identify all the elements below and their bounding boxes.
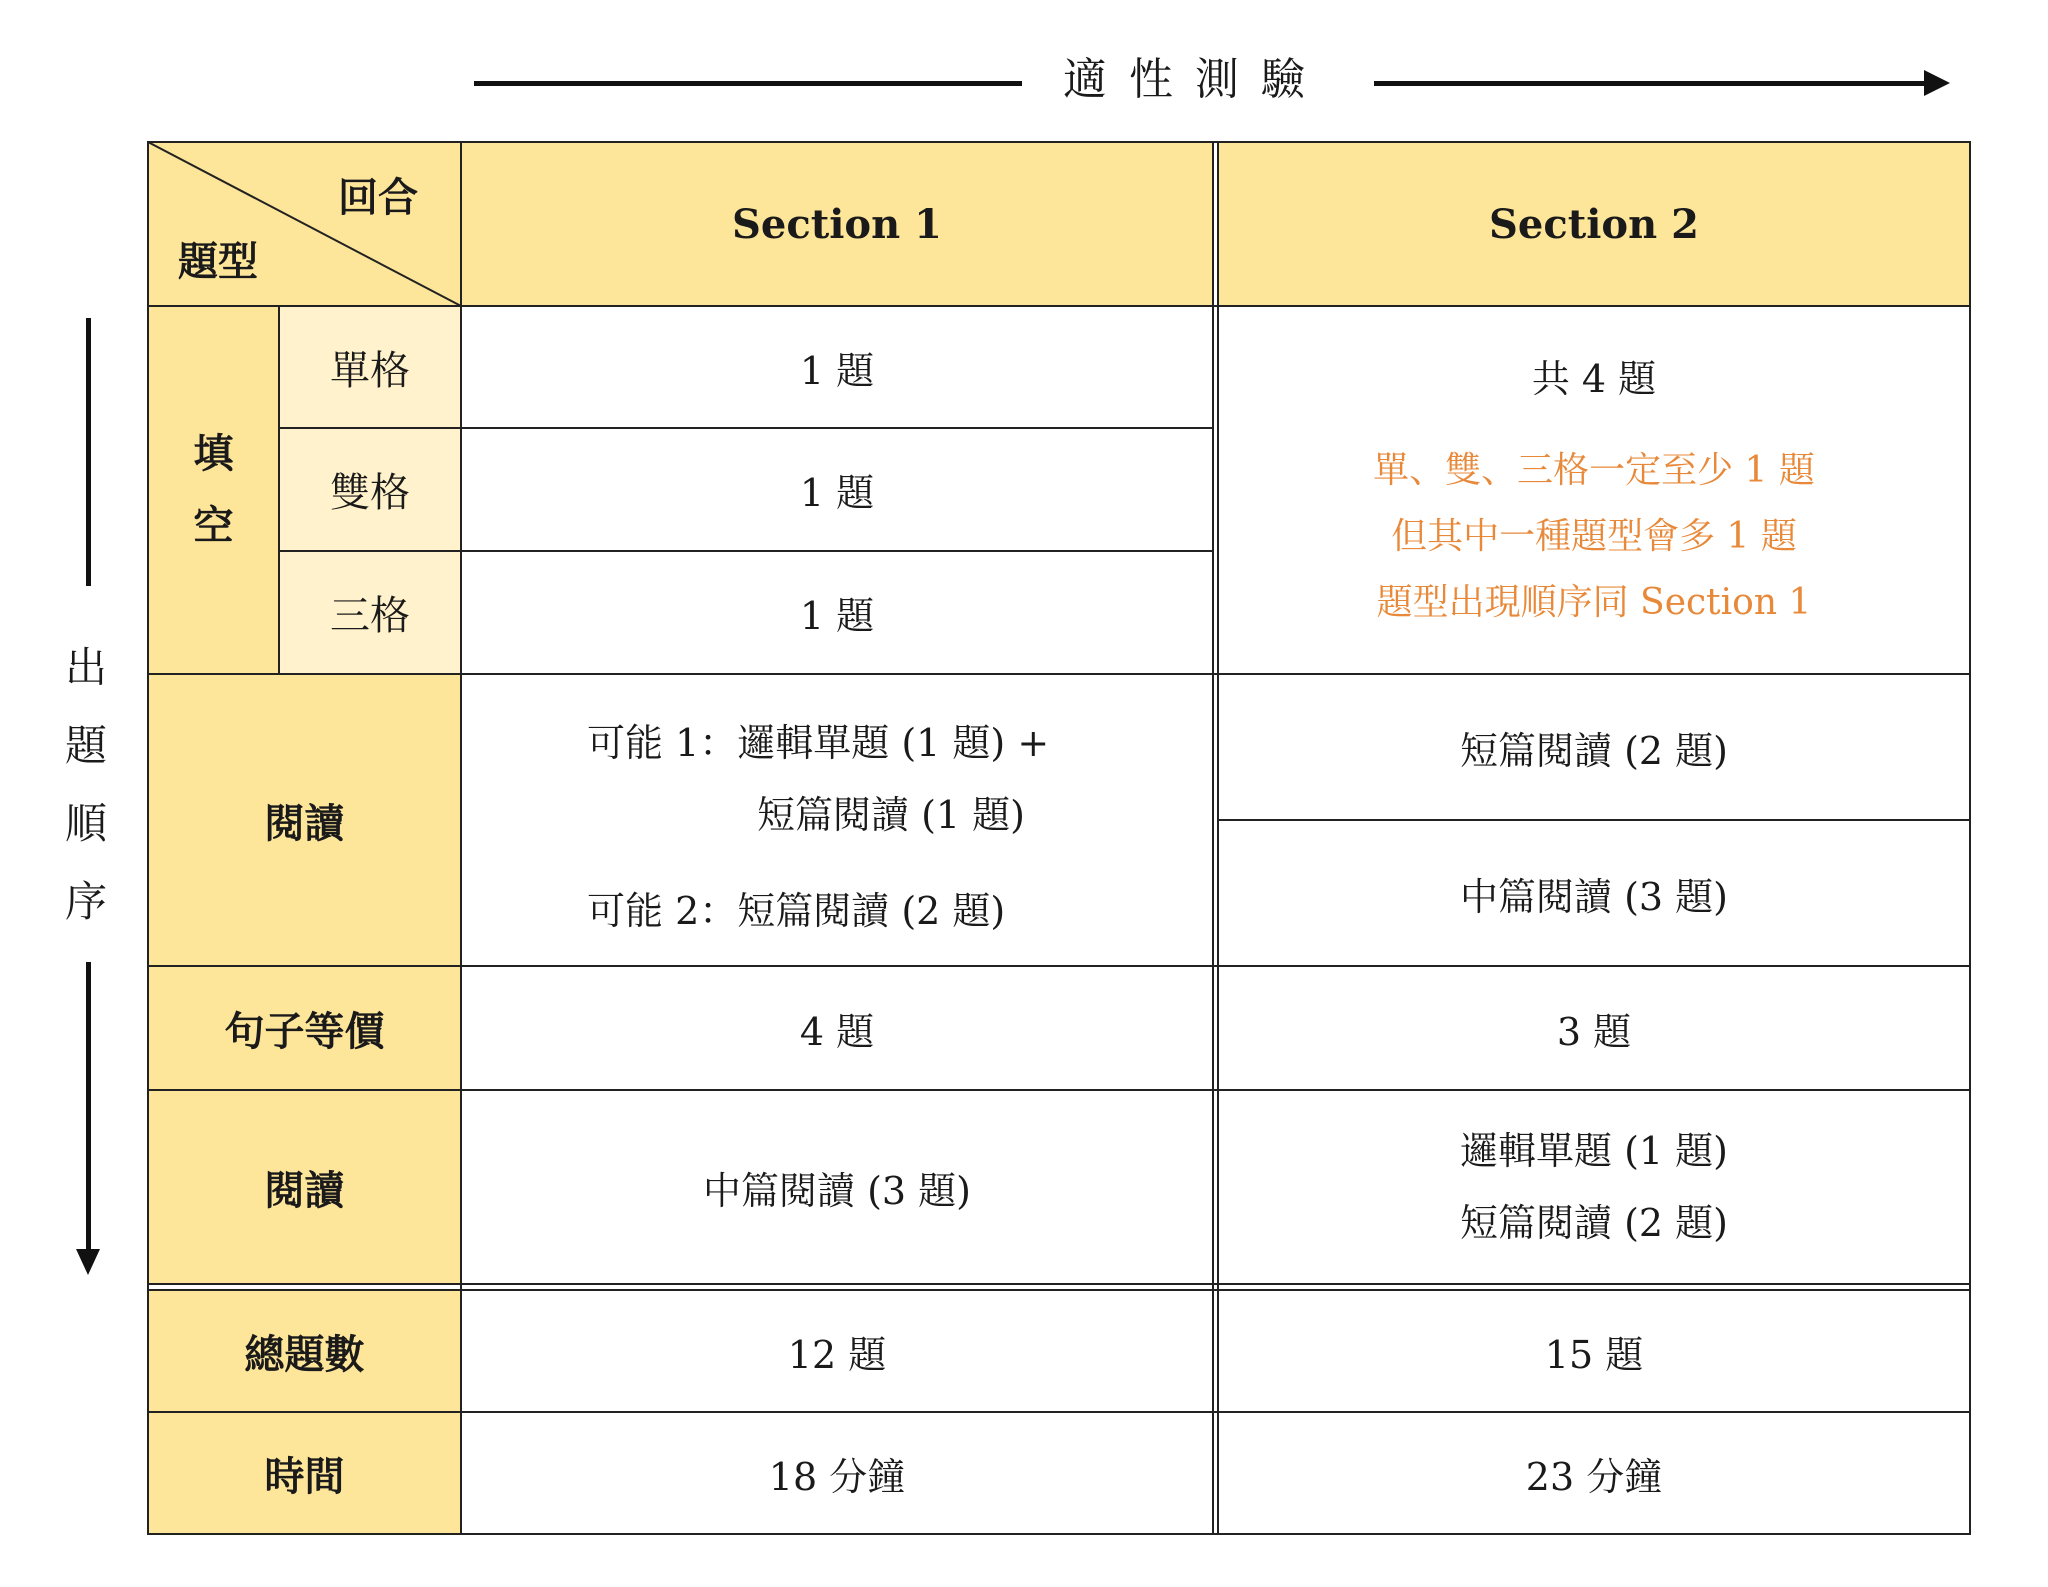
- total-s2: 15 題: [1218, 1290, 1970, 1412]
- reading1-s2-bottom: 中篇閱讀 (3 題): [1218, 820, 1970, 966]
- table-border: [147, 1283, 1971, 1285]
- section1-header: Section 1: [461, 142, 1213, 306]
- reading2-s2-line: 短篇閱讀 (2 題): [1460, 1201, 1728, 1245]
- fill-triple-label: 三格: [279, 551, 461, 674]
- fill-s2-note: 單、雙、三格一定至少 1 題: [1373, 450, 1815, 491]
- table-border: [1212, 141, 1214, 1535]
- order-label-char: 出: [64, 643, 107, 692]
- corner-label-type: 題型: [178, 239, 258, 285]
- reading2-s2-line: 邏輯單題 (1 題): [1460, 1129, 1728, 1173]
- reading2-s2-cell: [1218, 1090, 1970, 1284]
- fill-category-char: 空: [193, 503, 234, 549]
- title-arrow-left-line: [474, 81, 1022, 86]
- fill-s2-total: 共 4 題: [1531, 357, 1657, 401]
- time-s1: 18 分鐘: [461, 1412, 1213, 1534]
- reading2-s1: 中篇閱讀 (3 題): [461, 1090, 1213, 1284]
- table-border: [279, 427, 1213, 429]
- order-label-char: 順: [64, 799, 107, 848]
- reading1-label: 閱讀: [148, 674, 461, 966]
- table-border: [147, 141, 1971, 143]
- table-border: [147, 673, 1971, 675]
- table-border: [1969, 141, 1971, 1535]
- reading2-label: 閱讀: [148, 1090, 461, 1284]
- order-arrow-bottom-line: [86, 962, 91, 1252]
- title-arrow-right-line: [1374, 81, 1930, 86]
- reading1-s2-top: 短篇閱讀 (2 題): [1218, 674, 1970, 820]
- table-border: [147, 141, 149, 1535]
- table-border: [147, 1411, 1971, 1413]
- time-label: 時間: [148, 1412, 461, 1534]
- order-label-char: 序: [64, 877, 107, 926]
- fill-category-cell: [148, 306, 279, 674]
- page-title: 適性測驗: [1063, 54, 1327, 105]
- table-border: [1217, 141, 1219, 1535]
- reading1-s1-line: 可能 2：短篇閱讀 (2 題): [587, 889, 1006, 933]
- equiv-label: 句子等價: [148, 966, 461, 1090]
- equiv-s2: 3 題: [1218, 966, 1970, 1090]
- table-border: [147, 1089, 1971, 1091]
- fill-triple-s1: 1 題: [461, 551, 1213, 674]
- total-label: 總題數: [148, 1290, 461, 1412]
- table-border: [147, 305, 1971, 307]
- reading1-s1-line: 短篇閱讀 (1 題): [757, 793, 1025, 837]
- table-border: [278, 306, 280, 674]
- fill-double-s1: 1 題: [461, 428, 1213, 551]
- table-border: [460, 141, 462, 1535]
- fill-single-s1: 1 題: [461, 306, 1213, 428]
- total-s1: 12 題: [461, 1290, 1213, 1412]
- corner-label-round: 回合: [338, 175, 418, 221]
- reading1-s1-line: 可能 1：邏輯單題 (1 題) +: [587, 721, 1050, 765]
- fill-double-label: 雙格: [279, 428, 461, 551]
- corner-header-cell: [148, 142, 461, 306]
- table-border: [147, 1533, 1971, 1535]
- fill-s2-note: 題型出現順序同 Section 1: [1376, 582, 1812, 623]
- table-border: [1217, 819, 1971, 821]
- order-label-char: 題: [64, 721, 107, 770]
- time-s2: 23 分鐘: [1218, 1412, 1970, 1534]
- order-arrow-top-line: [86, 318, 91, 586]
- reading1-s1-cell: [461, 674, 1213, 966]
- equiv-s1: 4 題: [461, 966, 1213, 1090]
- fill-s2-note: 但其中一種題型會多 1 題: [1391, 516, 1797, 557]
- arrow-down-icon: [76, 1249, 100, 1275]
- arrow-right-icon: [1924, 70, 1950, 96]
- section2-header: Section 2: [1218, 142, 1970, 306]
- fill-single-label: 單格: [279, 306, 461, 428]
- fill-s2-cell: [1218, 306, 1970, 674]
- table-border: [147, 1289, 1971, 1291]
- fill-category-char: 填: [193, 431, 234, 477]
- table-border: [279, 550, 1213, 552]
- table-border: [147, 965, 1971, 967]
